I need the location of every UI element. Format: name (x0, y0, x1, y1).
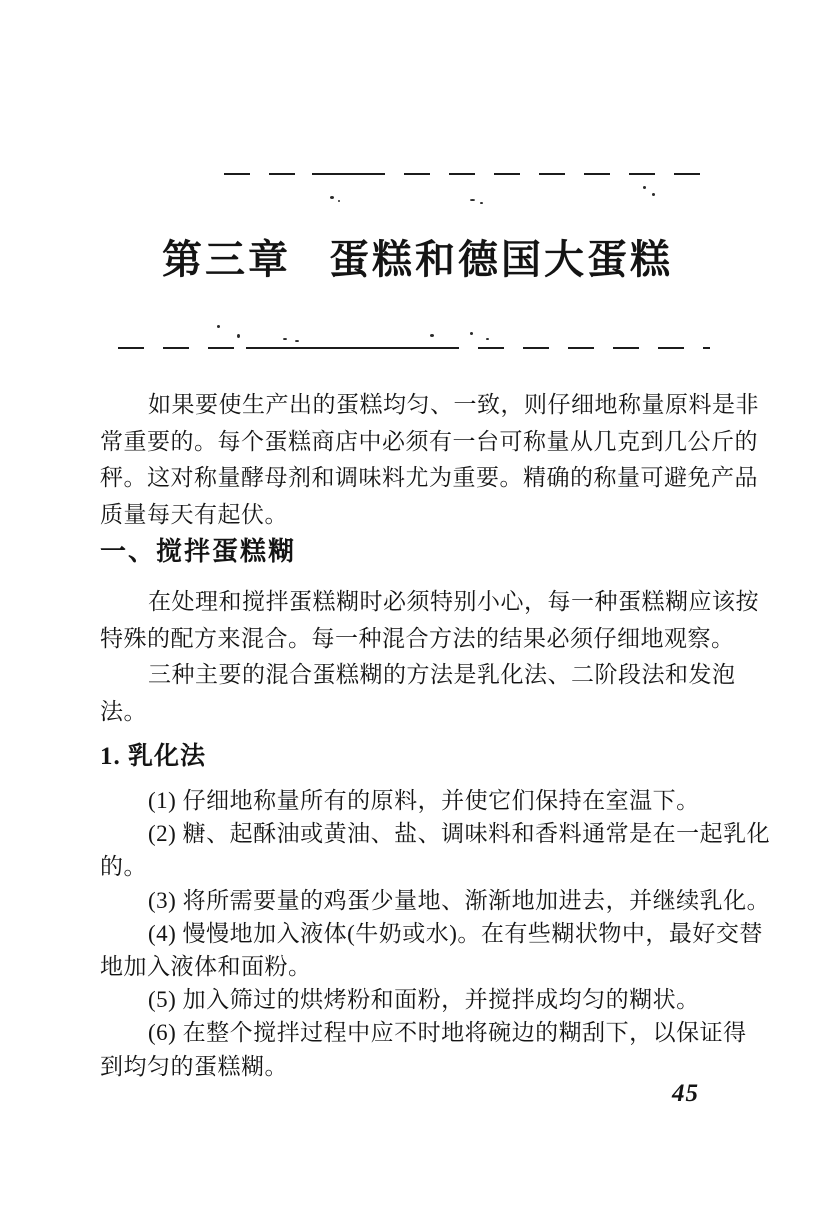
subsection-heading-emulsion: 1. 乳化法 (100, 743, 207, 770)
step-line: (4) 慢慢地加入液体(牛奶或水)。在有些糊状物中，最好交替 (148, 920, 763, 946)
text-line: 特殊的配方来混合。每一种混合方法的结果必须仔细地观察。 (100, 625, 735, 651)
decorative-rule-bottom (118, 346, 710, 349)
scan-speckle (283, 338, 287, 340)
rule-solid-segment (246, 347, 456, 349)
text-line: 秤。这对称量酵母剂和调味料尤为重要。精确的称量可避免产品 (100, 465, 758, 491)
step-line: 的。 (100, 854, 147, 880)
step-line: (2) 糖、起酥油或黄油、盐、调味料和香料通常是在一起乳化 (148, 821, 771, 847)
rule-solid-segment (312, 173, 382, 175)
scan-speckle (330, 196, 334, 199)
scan-speckle (470, 332, 473, 335)
scan-speckle (480, 202, 483, 204)
text-line: 质量每天有起伏。 (100, 501, 288, 527)
step-line: (1) 仔细地称量所有的原料，并使它们保持在室温下。 (148, 788, 700, 813)
scan-speckle (338, 200, 340, 202)
intro-paragraph (100, 387, 759, 533)
step-line: (5) 加入筛过的烘烤粉和面粉，并搅拌成均匀的糊状。 (148, 987, 700, 1013)
scan-speckle (217, 325, 220, 328)
step-line: 地加入液体和面粉。 (100, 954, 312, 980)
decorative-rule-top (224, 172, 706, 175)
scan-speckle (237, 334, 240, 338)
scan-speckle (652, 193, 655, 196)
scan-speckle (295, 340, 299, 342)
step-line: (6) 在整个搅拌过程中应不时地将碗边的糊刮下，以保证得 (148, 1020, 747, 1046)
text-line: 在处理和搅拌蛋糕糊时必须特别小心，每一种蛋糕糊应该按 (148, 589, 759, 614)
section-heading-mixing: 一、搅拌蛋糕糊 (100, 537, 297, 566)
step-line: 到均匀的蛋糕糊。 (100, 1053, 288, 1079)
chapter-title (0, 236, 835, 284)
emulsion-steps-list (100, 784, 771, 1083)
scan-speckle (643, 186, 646, 189)
text-line: 如果要使生产出的蛋糕均匀、一致，则仔细地称量原料是非 (148, 392, 759, 417)
page-number: 45 (672, 1080, 699, 1107)
mixing-paragraph (100, 584, 759, 730)
step-line: (3) 将所需要量的鸡蛋少量地、渐渐地加进去，并继续乳化。 (148, 887, 771, 913)
text-line: 法。 (100, 698, 147, 724)
chapter-number: 第三章 (162, 237, 291, 282)
scan-speckle (430, 334, 434, 337)
text-line: 常重要的。每个蛋糕商店中必须有一台可称量从几克到几公斤的 (100, 428, 758, 454)
text-line: 三种主要的混合蛋糕糊的方法是乳化法、二阶段法和发泡 (148, 662, 736, 688)
scan-speckle (486, 338, 489, 340)
scan-speckle (470, 199, 475, 201)
chapter-name: 蛋糕和德国大蛋糕 (329, 237, 673, 282)
